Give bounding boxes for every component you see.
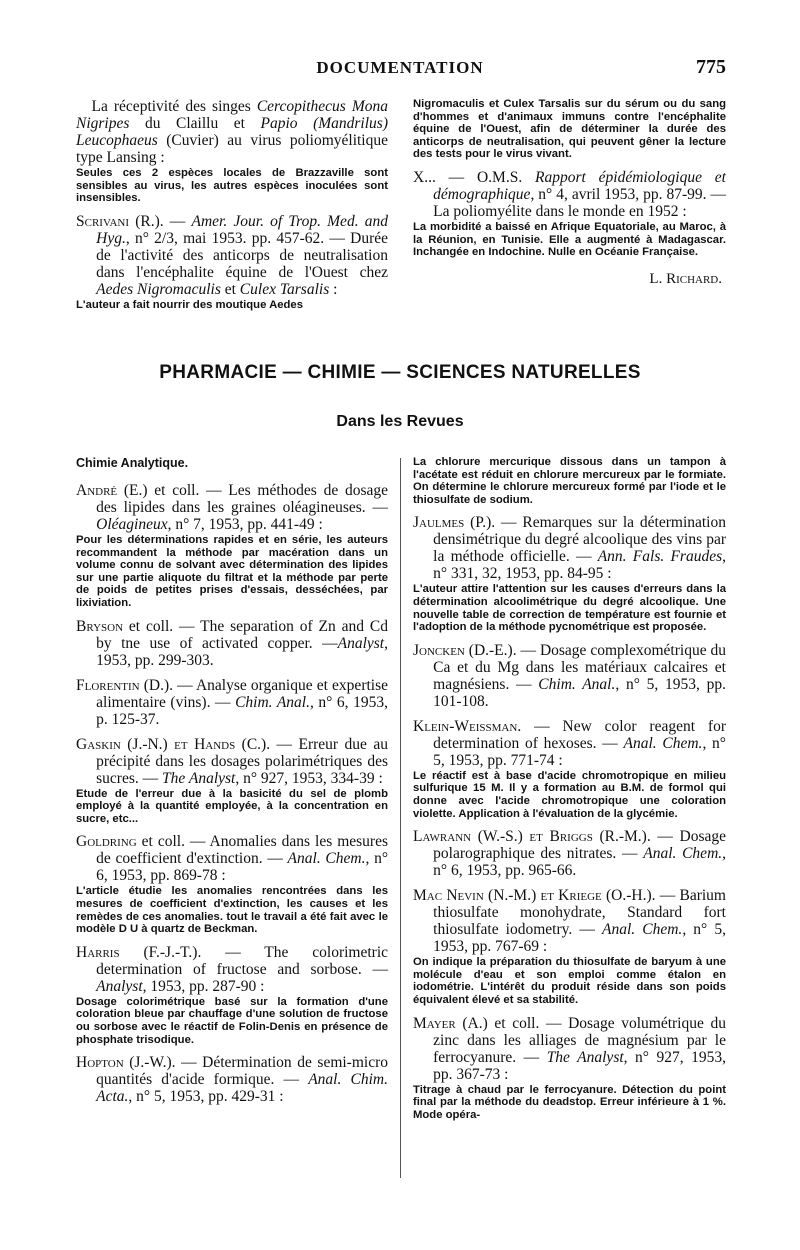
entry-text: et coll. — Dosage volumétrique du zinc dans les alliages de magnésium par le ferrocyanure. — — [433, 1014, 727, 1066]
entry-text: , n° 331, 32, 1953, pp. 84-95 : — [433, 548, 726, 583]
entry-author: Scrivani (R.). — [76, 212, 164, 230]
entry-abstract: L'auteur a fait nourrir des moutique Aedes — [76, 298, 303, 311]
entry-reference — [76, 833, 388, 884]
entry-text: , n° 5, 1953, pp. 767-69 : — [433, 921, 726, 956]
entry-reference — [413, 1015, 726, 1083]
bottom-left-column — [76, 456, 388, 1113]
entry-text: — — [163, 212, 192, 230]
entry-author: Lawrann (W.-S.) et Briggs (R.-M.). — [413, 828, 651, 846]
entry-text: — Erreur due au précipité dans les dosages polarimétriques des sucres. — — [96, 735, 389, 787]
rubric-heading: Chimie Analytique. — [76, 456, 189, 470]
entry-text: , n° 927, 1953, 334-39 : — [235, 769, 383, 787]
entry-reference — [76, 677, 388, 728]
entry-text: et — [220, 280, 240, 298]
entry-journal: Chim. Anal. — [235, 693, 310, 711]
entry-journal: Oléagineux — [96, 516, 168, 533]
bibliography-entry — [413, 718, 726, 820]
entry-text: — Remarques sur la détermination densimétrique du degré alcoolique des vins par la méthode officielle. — — [433, 514, 726, 566]
entry-text: , n° 6, 1953, p. 125-37. — [96, 693, 388, 728]
running-header: DOCUMENTATION — [316, 58, 484, 77]
entry-reference — [413, 887, 726, 955]
bibliography-entry — [413, 514, 726, 633]
entry-author: Klein-Weissman. — [413, 717, 522, 735]
entry-oms — [413, 169, 726, 259]
bibliography-entry — [76, 618, 388, 669]
entry-reference — [76, 482, 388, 533]
entry-text: , n° 4, avril 1953, pp. 87-99. — La poliomyélite dans le monde en 1952 : — [433, 185, 726, 220]
entry-reference — [76, 98, 388, 166]
bibliography-entry — [413, 887, 726, 1006]
entry-list — [413, 514, 726, 1121]
entry-journal: Ann. Fals. Fraudes — [597, 548, 723, 566]
entry-journal: Anal. Chem. — [602, 921, 683, 939]
entry-author: Joncken (D.-E.). — [413, 641, 517, 659]
species-name: Papio (Mandrilus) Leucophaeus — [76, 115, 388, 149]
entry-abstract: On indique la préparation du thiosulfate de baryum à une molécule d'eau et son emploi comme étalon en iodométrie. L'intérêt du produit réside dans son poids équivalent élevé et sa stabilité. — [413, 956, 726, 1006]
entry-reference — [76, 1054, 388, 1105]
entry-receptivite — [76, 98, 388, 205]
entry-author: Mac Nevin (N.-M.) et Kriege (O.-H.). — [413, 887, 656, 905]
entry-text: — Dosage complexométrique du Ca et du Mg dans les matériaux calcaires et magnésiens. — — [433, 641, 727, 693]
entry-text: , n° 7, 1953, pp. 441-49 : — [167, 516, 323, 533]
entry-abstract: Dosage colorimétrique basé sur la formation d'une coloration bleue par chauffage d'une solution de fructose ou sorbose avec le réactif de Folin-Denis en présence de phosphate trisodique. — [76, 995, 388, 1046]
entry-text: , n° 6, 1953, pp. 869-78 : — [96, 850, 389, 885]
entry-reference — [76, 944, 388, 995]
entry-text: : — [329, 280, 338, 298]
entry-journal: Amer. Jour. of Trop. Med. and Hyg. — [96, 212, 388, 247]
entry-author: Hopton (J.-W.). — [76, 1054, 176, 1072]
entry-author: X... — O.M.S. — [413, 168, 523, 186]
entry-text: et coll. — The separation of Zn and Cd by tne use of activated copper. — — [96, 617, 388, 652]
entry-author: Jaulmes (P.). — [413, 514, 496, 532]
entry-text: , n° 5, 1953, pp. 771-74 : — [433, 734, 726, 769]
entry-author: Harris (F.-J.-T.). — [76, 943, 202, 961]
continued-abstract: Nigromaculis et Culex Tarsalis sur du sérum ou du sang d'hommes et d'animaux immuns contre l'encéphalite équine de l'Ouest, afin de déterminer la durée des anticorps de neutralisation, qui peuvent gêner la lecture des tests pour le virus vivant. — [413, 98, 726, 161]
bottom-right-column — [413, 456, 726, 1129]
entry-journal: Analyst — [337, 634, 385, 652]
entry-text: — Analyse organique et expertise alimentaire (vins). — — [96, 676, 388, 711]
entry-text: du Claillu et — [129, 115, 261, 132]
bibliography-entry — [413, 828, 726, 879]
entry-abstract: L'article étudie les anomalies rencontrées dans les mesures de coefficient d'extinction, les causes et les remèdes de ces anomalies. tout le travail a été fait avec le modèle D U à quartz de Beckman. — [76, 885, 388, 936]
species-name: Cercopithecus Mona Nigripes — [76, 98, 388, 132]
bibliography-entry — [76, 833, 388, 935]
entry-abstract: Le réactif est à base d'acide chromotropique en milieu sulfurique 15 M. Il y a formation au B.M. de formol qui donne avec l'acide chromotropique une coloration violette. Application à l'évaluation de la glycémie. — [413, 769, 726, 820]
entry-journal: Chim. Anal. — [538, 675, 616, 693]
entry-reference — [76, 618, 388, 669]
entry-journal: Analyst — [96, 977, 143, 995]
section-subtitle: Dans les Revues — [336, 413, 464, 430]
entry-text: — The colorimetric determination of fructose and sorbose. — — [96, 943, 389, 978]
bibliography-entry — [413, 642, 726, 710]
top-right-column — [413, 98, 726, 288]
entry-reference — [413, 169, 726, 220]
entry-list — [76, 482, 388, 1105]
bibliography-entry — [76, 944, 388, 1046]
continued-abstract: La chlorure mercurique dissous dans un tampon à l'acétate est réduit en chlorure mercureux par le formiate. On détermine le chlorure mercureux formé par l'iode et le thiosulfate de sodium. — [413, 456, 726, 506]
author-signature: L. Richard. — [649, 270, 722, 287]
entry-reference — [413, 514, 726, 582]
bibliography-entry — [76, 736, 388, 826]
entry-reference — [76, 213, 388, 298]
entry-reference — [413, 642, 726, 710]
entry-reference — [413, 828, 726, 879]
entry-text: — Barium thiosulfate monohydrate, Standard fort thiosulfate iodometry. — — [433, 887, 726, 939]
entry-author: Mayer (A.) — [413, 1014, 488, 1032]
species-name: Culex Tarsalis — [239, 280, 330, 298]
entry-author: André (E.) — [76, 482, 148, 499]
entry-abstract: Etude de l'erreur due à la basicité du sel de plomb employé à la quantité employée, à la concentration en sucre, etc... — [76, 787, 388, 825]
page-number: 775 — [696, 56, 726, 78]
entry-text: et coll. — Les méthodes de dosage des lipides dans les graines oléagineuses. — — [96, 482, 388, 516]
entry-author: Florentin (D.). — [76, 676, 174, 694]
entry-scrivani — [76, 213, 388, 312]
entry-abstract: Seules ces 2 espèces locales de Brazzaville sont sensibles au virus, les autres espèces inoculées sont insensibles. — [76, 167, 388, 205]
entry-journal: The Analyst — [546, 1048, 624, 1066]
section-title: PHARMACIE — CHIMIE — SCIENCES NATURELLES — [159, 362, 641, 383]
entry-text: — New color reagent for determination of hexoses. — — [433, 717, 726, 752]
entry-text: , 1953, pp. 287-90 : — [142, 977, 265, 995]
top-left-column — [76, 98, 388, 319]
bibliography-entry — [413, 1015, 726, 1122]
entry-text: , n° 2/3, mai 1953. pp. 457-62. — Durée de l'activité des anticorps de neutralisation dans l'encéphalite équine de l'Ouest chez — [96, 229, 388, 281]
entry-text: , n° 5, 1953, pp. 429-31 : — [128, 1088, 284, 1106]
entry-journal: Anal. Chem. — [287, 850, 366, 868]
entry-text: (Cuvier) au virus poliomyélitique type Lansing : — [76, 132, 388, 166]
bibliography-entry — [76, 482, 388, 610]
entry-author: Goldring — [76, 833, 137, 851]
entry-journal: The Analyst — [162, 769, 236, 787]
entry-journal: Anal. Chem. — [643, 845, 723, 863]
entry-journal: Anal. Chim. Acta. — [96, 1071, 389, 1106]
entry-journal: Anal. Chem. — [623, 734, 703, 752]
entry-abstract: Pour les déterminations rapides et en série, les auteurs recommandent la méthode par macération dans un volume connu de solvant avec détermination des lipides sur une partie aliquote du filtrat et la méthode par perte de poids de petites prises d'essais, desséchées, par lixiviation. — [76, 534, 388, 609]
entry-text: et coll. — Anomalies dans les mesures de coefficient d'extinction. — — [96, 833, 388, 868]
entry-abstract: La morbidité a baissé en Afrique Equatoriale, au Maroc, à la Réunion, en Tunisie. Elle a augmenté à Madagascar. Inchangée en Indochine. Nulle en Océanie Française. — [413, 220, 726, 259]
entry-abstract: Titrage à chaud par le ferrocyanure. Détection du point final par la méthode du deadstop. Erreur inférieure à 1 %. Mode opéra- — [413, 1083, 726, 1121]
entry-text: La réceptivité des singes — [91, 98, 257, 115]
species-name: Aedes Nigromaculis — [96, 280, 221, 298]
bibliography-entry — [76, 1054, 388, 1105]
entry-text: — Détermination de semi-micro quantités d'acide formique. — — [96, 1054, 388, 1089]
entry-text: , 1953, pp. 299-303. — [96, 634, 388, 669]
entry-text: , n° 5, 1953, pp. 101-108. — [433, 675, 726, 710]
entry-reference — [76, 736, 388, 787]
entry-abstract: L'auteur attire l'attention sur les causes d'erreurs dans la détermination alcoolimétrique du degré alcoolique. Une nouvelle table de correction de température est fournie et l'adoption de la méthode pycnométrique est proposée. — [413, 583, 726, 634]
entry-author: Bryson — [76, 617, 124, 635]
entry-text: , n° 927, 1953, pp. 367-73 : — [433, 1048, 726, 1083]
entry-text: — Dosage polarographique des nitrates. — — [433, 828, 726, 863]
entry-reference — [413, 718, 726, 769]
entry-journal: Rapport épidémiologique et démographique — [433, 168, 726, 203]
bibliography-entry — [76, 677, 388, 728]
entry-text: , n° 6, 1953, pp. 965-66. — [433, 845, 727, 880]
entry-author: Gaskin (J.-N.) et Hands (C.). — [76, 735, 271, 753]
column-divider — [400, 458, 401, 1178]
